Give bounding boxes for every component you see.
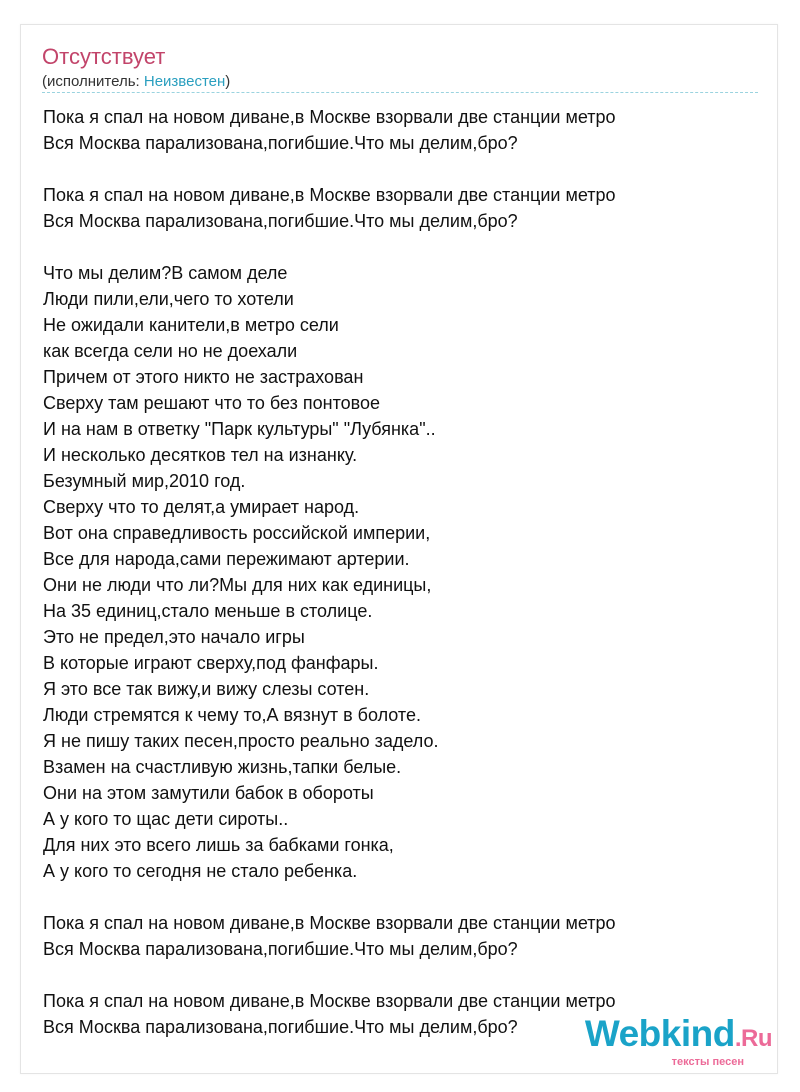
lyric-line: И несколько десятков тел на изнанку. bbox=[43, 445, 358, 465]
logo-tagline: тексты песен bbox=[671, 1056, 744, 1068]
lyric-line: Вот она справедливость российской империи, bbox=[43, 523, 431, 543]
lyric-line: В которые играют сверху,под фанфары. bbox=[43, 653, 379, 673]
lyric-line: Я это все так вижу,и вижу слезы сотен. bbox=[43, 679, 370, 699]
lyric-line: Они на этом замутили бабок в обороты bbox=[43, 783, 374, 803]
lyric-line: Взамен на счастливую жизнь,тапки белые. bbox=[43, 757, 402, 777]
lyric-line: А у кого то щас дети сироты.. bbox=[43, 809, 289, 829]
lyric-line: Это не предел,это начало игры bbox=[43, 627, 305, 647]
lyric-line: Безумный мир,2010 год. bbox=[43, 471, 246, 491]
lyric-line: Сверху там решают что то без понтовое bbox=[43, 393, 381, 413]
stanza-gap bbox=[43, 156, 763, 182]
lyric-line: как всегда сели но не доехали bbox=[43, 341, 298, 361]
lyric-line: Все для народа,сами пережимают артерии. bbox=[43, 549, 410, 569]
lyric-line: Пока я спал на новом диване,в Москве взорвали две станции метро bbox=[43, 991, 616, 1011]
lyric-line: Пока я спал на новом диване,в Москве взорвали две станции метро bbox=[43, 107, 616, 127]
artist-prefix: (исполнитель: bbox=[42, 73, 144, 90]
artist-link[interactable]: Неизвестен bbox=[143, 73, 226, 90]
webkind-logo[interactable] bbox=[585, 1015, 772, 1068]
artist-line bbox=[42, 72, 230, 92]
stanza-gap bbox=[43, 884, 763, 910]
lyric-line: Пока я спал на новом диване,в Москве взорвали две станции метро bbox=[43, 913, 616, 933]
logo-wordmark bbox=[585, 1015, 772, 1058]
lyrics-block bbox=[43, 104, 763, 1040]
lyric-line: Вся Москва парализована,погибшие.Что мы делим,бро? bbox=[43, 133, 518, 153]
logo-name: Webkind bbox=[584, 1013, 735, 1054]
lyric-line: Для них это всего лишь за бабками гонка, bbox=[43, 835, 394, 855]
lyric-line: Они не люди что ли?Мы для них как единицы, bbox=[43, 575, 432, 595]
lyric-line: Вся Москва парализована,погибшие.Что мы делим,бро? bbox=[43, 211, 518, 231]
lyric-line: Вся Москва парализована,погибшие.Что мы делим,бро? bbox=[43, 939, 518, 959]
logo-tld: .Ru bbox=[734, 1025, 772, 1052]
artist-suffix: ) bbox=[225, 73, 231, 90]
lyric-line: И на нам в ответку "Парк культуры" "Лубянка".. bbox=[43, 419, 436, 439]
lyric-line: Не ожидали канители,в метро сели bbox=[43, 315, 339, 335]
lyric-line: Что мы делим?В самом деле bbox=[43, 263, 288, 283]
lyric-line: Причем от этого никто не застрахован bbox=[43, 367, 364, 387]
stanza-gap bbox=[43, 962, 763, 988]
lyric-line: А у кого то сегодня не стало ребенка. bbox=[43, 861, 358, 881]
lyric-line: Я не пишу таких песен,просто реально задело. bbox=[43, 731, 439, 751]
lyric-line: Люди стремятся к чему то,А вязнут в болоте. bbox=[43, 705, 421, 725]
lyric-line: На 35 единиц,стало меньше в столице. bbox=[43, 601, 373, 621]
song-title: Отсутствует bbox=[42, 44, 166, 69]
lyric-line: Пока я спал на новом диване,в Москве взорвали две станции метро bbox=[43, 185, 616, 205]
stanza-gap bbox=[43, 234, 763, 260]
divider bbox=[42, 92, 758, 93]
lyric-line: Сверху что то делят,а умирает народ. bbox=[43, 497, 360, 517]
lyric-line: Люди пили,ели,чего то хотели bbox=[43, 289, 294, 309]
lyric-line: Вся Москва парализована,погибшие.Что мы делим,бро? bbox=[43, 1017, 518, 1037]
